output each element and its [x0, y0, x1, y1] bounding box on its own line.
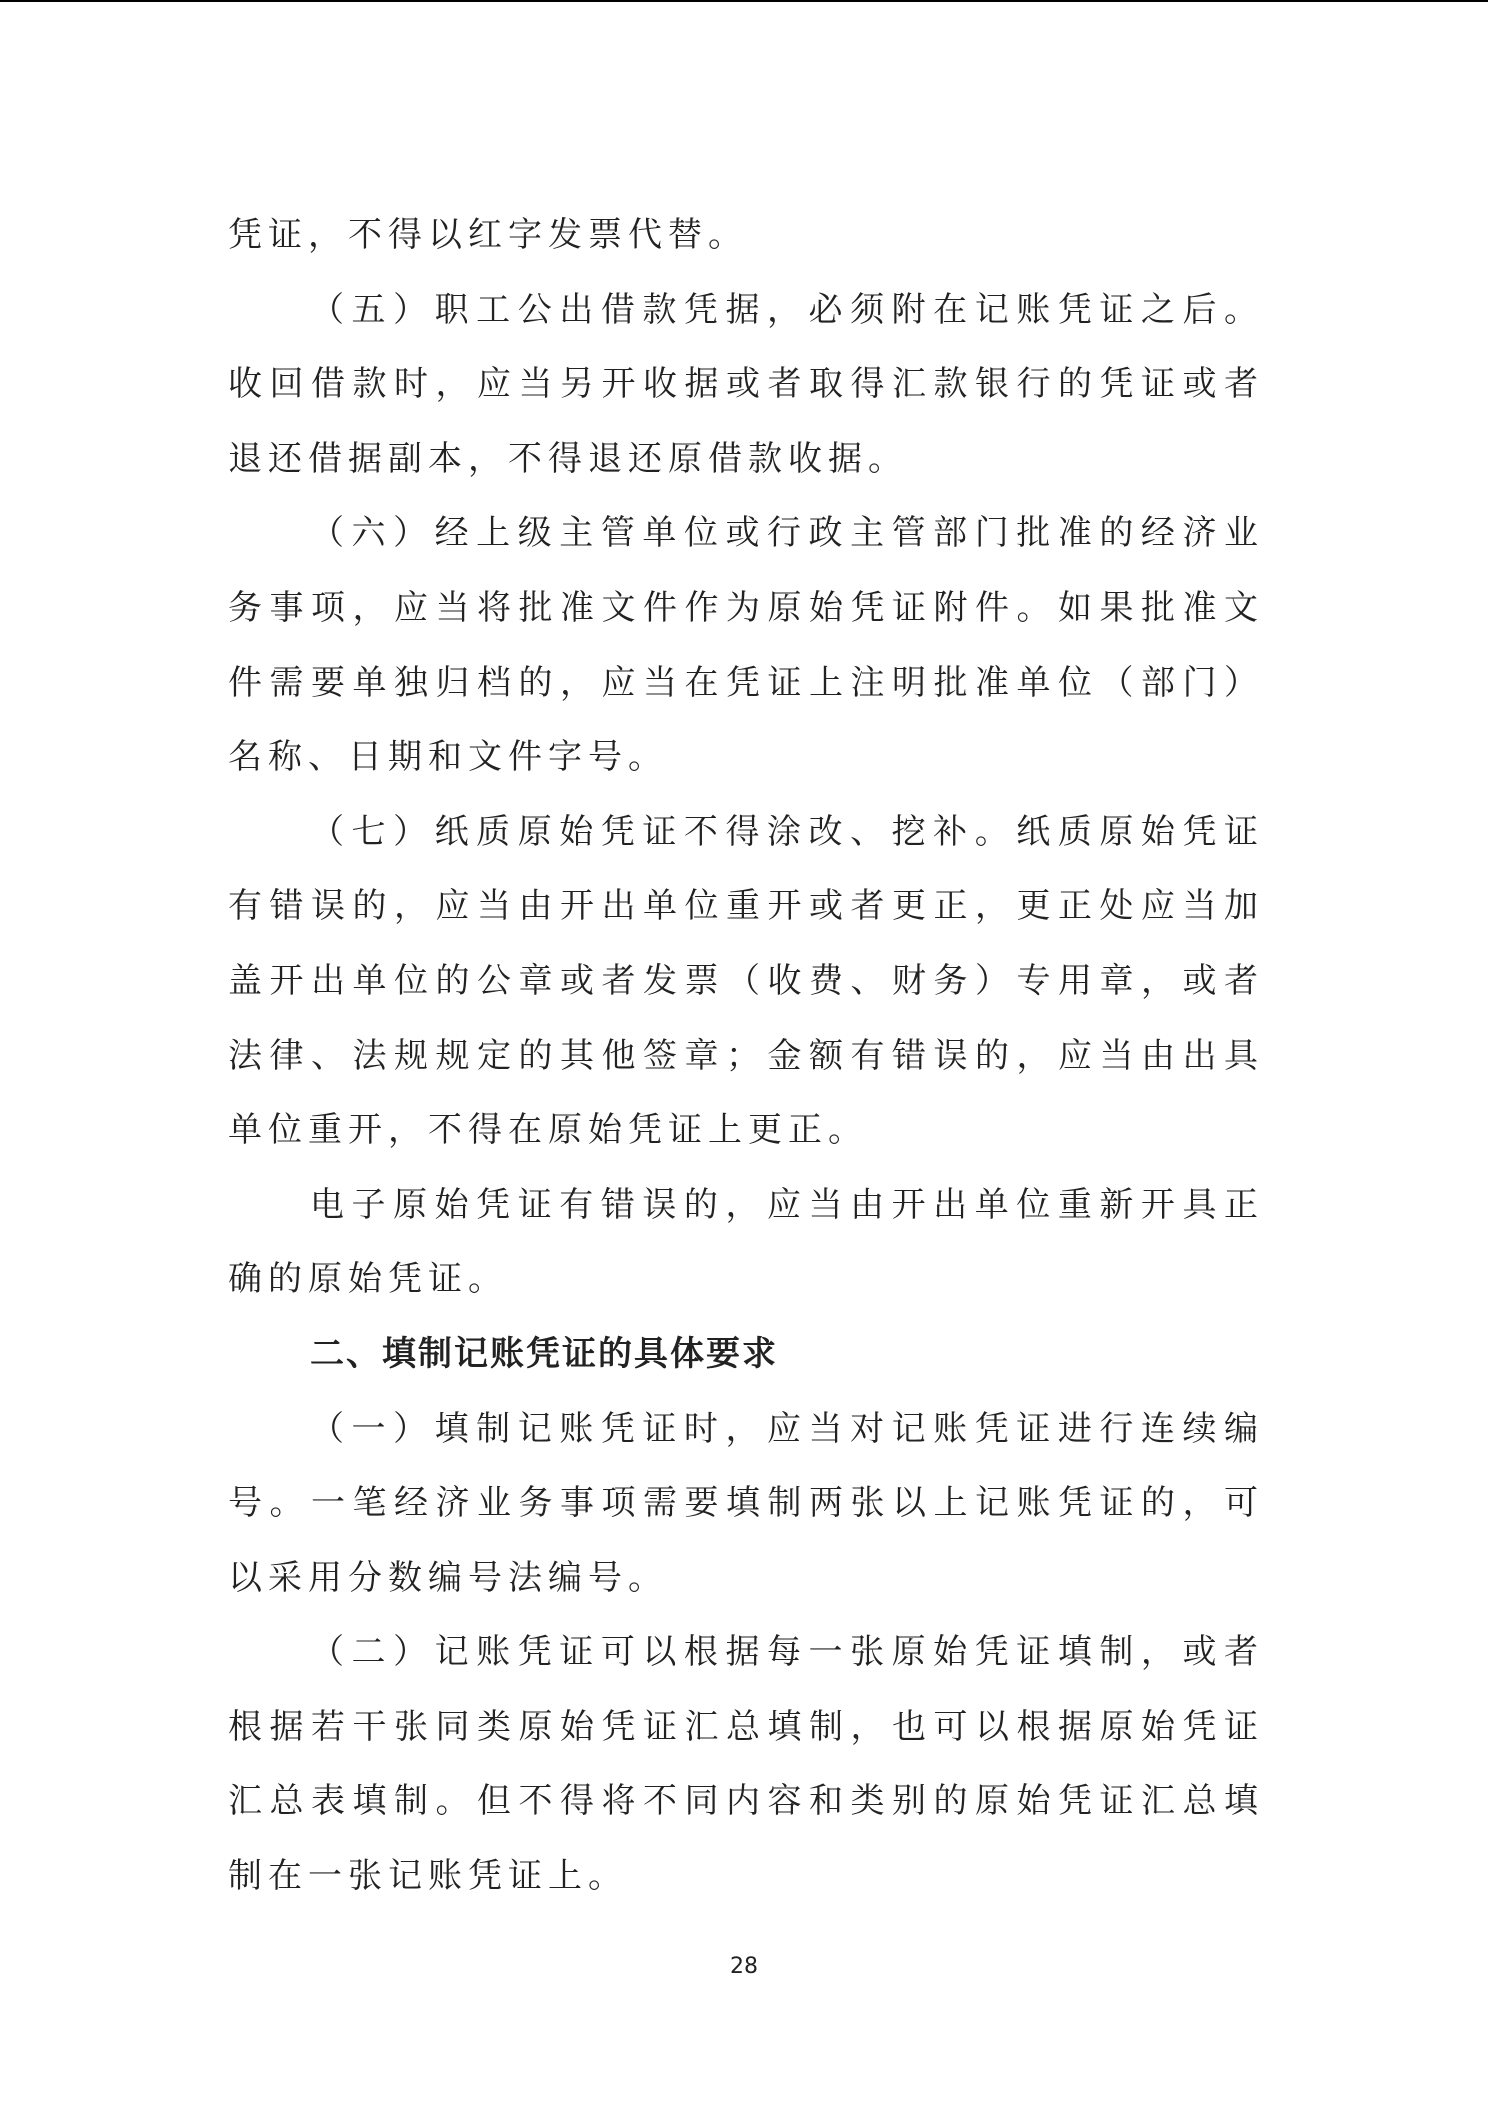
paragraph-item-7: （七）纸质原始凭证不得涂改、挖补。纸质原始凭证有错误的，应当由开出单位重开或者更正，更正处应当加盖开出单位的公章或者发票（收费、财务）专用章，或者法律、法规规定的其他签章；金额有错误的，应当由出具单位重开，不得在原始凭证上更正。 [228, 811, 1264, 1151]
paragraph-continuation: 凭证，不得以红字发票代替。 [228, 215, 748, 255]
document-body [228, 198, 1264, 1914]
paragraph-electronic-voucher: 电子原始凭证有错误的，应当由开出单位重新开具正确的原始凭证。 [228, 1184, 1264, 1300]
paragraph-item-1: （一）填制记账凭证时，应当对记账凭证进行连续编号。一笔经济业务事项需要填制两张以上记账凭证的，可以采用分数编号法编号。 [228, 1408, 1264, 1598]
paragraph-item-2: （二）记账凭证可以根据每一张原始凭证填制，或者根据若干张同类原始凭证汇总填制，也可以根据原始凭证汇总表填制。但不得将不同内容和类别的原始凭证汇总填制在一张记账凭证上。 [228, 1632, 1264, 1897]
paragraph-item-5: （五）职工公出借款凭据，必须附在记账凭证之后。收回借款时，应当另开收据或者取得汇款银行的凭证或者退还借据副本，不得退还原借款收据。 [228, 289, 1264, 479]
section-heading: 二、填制记账凭证的具体要求 [310, 1333, 778, 1374]
paragraph-item-6: （六）经上级主管单位或行政主管部门批准的经济业务事项，应当将批准文件作为原始凭证附件。如果批准文件需要单独归档的，应当在凭证上注明批准单位（部门）名称、日期和文件字号。 [228, 513, 1264, 778]
page-number: 28 [730, 1954, 758, 1979]
